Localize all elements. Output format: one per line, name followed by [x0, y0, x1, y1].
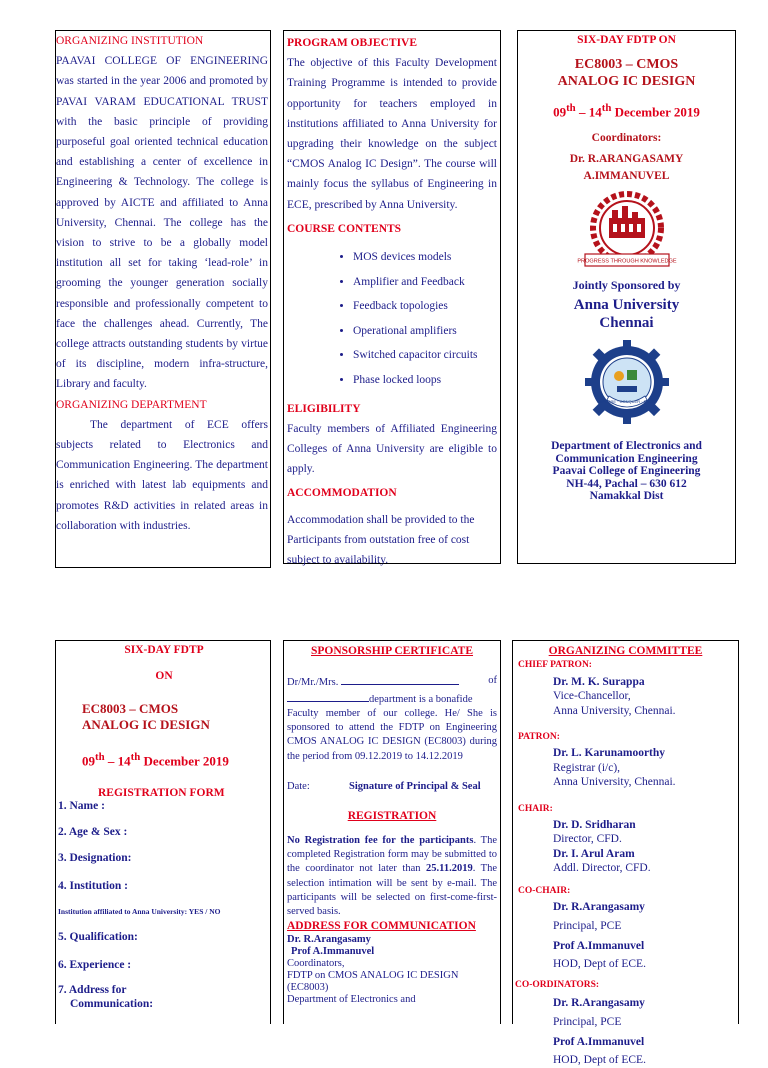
department-address: Department of Electronics and Communication Engineering Paavai College of Engineering NH-44, Pachal – 630 612 Namakkal Dist — [551, 440, 702, 503]
institution-description: PAAVAI COLLEGE OF ENGINEERING was started in the year 2006 and promoted by PAVAI VARAM EDUCATIONAL TRUST with the basic principle of providing purposeful goal oriented technical education and establishing a center of excellence in Engineering & Technology. The college is approved by AICTE and affiliated to Anna University, Chennai. The college has the vision to strive to be a globally model institution all set for taking ‘lead-role’ in grooming the younger generation socially responsible and professionally competent to face the challenges ahead. Currently, The college attracts outstanding students by virtue of its discipline, modern infra-structure, Library and faculty. — [56, 55, 268, 391]
sponsorship-registration-panel — [283, 640, 501, 1024]
organizing-institution-heading: ORGANIZING INSTITUTION — [56, 35, 204, 47]
department-blank[interactable] — [287, 691, 369, 702]
member-designation: Addl. Director, CFD. — [553, 862, 651, 875]
cover-course-title: EC8003 – CMOS ANALOG IC DESIGN — [557, 57, 696, 89]
address-line: FDTP on CMOS ANALOG IC DESIGN — [287, 969, 459, 981]
list-item: • Amplifier and Feedback — [353, 270, 497, 295]
address-field-label[interactable]: 7. Address for — [58, 984, 127, 996]
organizing-committee-panel — [512, 640, 739, 1067]
form-title-line1: SIX-DAY FDTP — [124, 644, 204, 656]
program-objective-text: The objective of this Faculty Development Training Programme is intended to provide opportunity for teachers employed in institutions affiliated to Anna University for upgrading their knowledge on the subject “CMOS Analog IC Design”. The course will mainly focus the syllabus of Engineering in ECE, prescribed by Anna University. — [287, 57, 497, 211]
form-title-line2: ON — [155, 670, 173, 682]
form-date: 09th – 14th December 2019 — [82, 751, 229, 769]
address-field-label-2[interactable]: Communication: — [70, 998, 154, 1010]
address-name: Prof A.Immanuvel — [291, 945, 375, 957]
member-designation: HOD, Dept of ECE. — [553, 958, 646, 971]
address-line: Department of Electronics and — [287, 993, 416, 1005]
faculty-name-blank[interactable] — [341, 674, 459, 685]
program-details-panel — [283, 30, 501, 567]
sponsorship-line1: Dr/Mr./Mrs. of — [287, 675, 497, 689]
address-line: (EC8003) — [287, 981, 329, 993]
list-item: • Phase locked loops — [353, 368, 497, 393]
coordinator-name: Dr. R.ARANGASAMY — [569, 153, 684, 166]
accommodation-text: Accommodation shall be provided to the Participants from outstation free of cost subject to availability. — [287, 513, 475, 567]
signature-line: Date: Signature of Principal & Seal — [287, 781, 481, 793]
role-label: CHIEF PATRON: — [518, 660, 592, 671]
college-gear-logo — [577, 338, 677, 430]
course-contents-list — [287, 245, 497, 393]
role-label: CO-ORDINATORS: — [515, 979, 600, 990]
list-item: • Operational amplifiers — [353, 319, 497, 344]
organizing-institution-panel — [55, 30, 271, 568]
address-heading: ADDRESS FOR COMMUNICATION — [287, 920, 476, 933]
sponsor-line: Jointly Sponsored by — [572, 278, 681, 293]
anna-university-logo — [567, 188, 687, 272]
age-sex-field-label[interactable]: 2. Age & Sex : — [58, 826, 128, 838]
member-designation: Director, CFD. — [553, 833, 622, 846]
cover-title-line1: SIX-DAY FDTP ON — [577, 34, 676, 46]
member-name: Dr. M. K. Surappa — [553, 675, 645, 688]
member-designation: HOD, Dept of ECE. — [553, 1054, 646, 1067]
member-designation: Anna University, Chennai. — [553, 776, 676, 789]
program-objective-heading: PROGRAM OBJECTIVE — [287, 37, 418, 49]
member-designation: Anna University, Chennai. — [553, 704, 676, 717]
accommodation-heading: ACCOMMODATION — [287, 487, 397, 500]
member-name: Prof A.Immanuvel — [553, 1035, 645, 1048]
cover-panel — [517, 30, 736, 564]
role-label: CO-CHAIR: — [518, 885, 571, 896]
member-designation: Registrar (i/c), — [553, 761, 621, 774]
organizing-committee-heading: ORGANIZING COMMITTEE — [548, 645, 703, 657]
sponsor-city: Chennai — [599, 315, 654, 332]
sponsorship-certificate-heading: SPONSORSHIP CERTIFICATE — [310, 645, 474, 657]
member-name: Dr. D. Sridharan — [553, 819, 636, 832]
eligibility-heading: ELIGIBILITY — [287, 402, 361, 415]
registration-heading: REGISTRATION — [347, 810, 437, 823]
list-item: • MOS devices models — [353, 245, 497, 270]
sponsorship-line2: department is a bonafide — [287, 691, 497, 707]
course-contents-heading: COURSE CONTENTS — [287, 222, 402, 235]
registration-form-title: REGISTRATION FORM — [98, 787, 225, 800]
role-label: PATRON: — [518, 732, 560, 743]
member-designation: Principal, PCE — [553, 919, 622, 932]
organizing-department-heading: ORGANIZING DEPARTMENT — [56, 398, 207, 411]
logo-ribbon-text: PROGRESS THROUGH KNOWLEDGE — [576, 258, 677, 265]
form-course-line2: ANALOG IC DESIGN — [82, 717, 210, 732]
experience-field-label[interactable]: 6. Experience : — [58, 959, 132, 971]
address-line: Coordinators, — [287, 957, 345, 969]
member-designation: Vice-Chancellor, — [553, 690, 631, 703]
member-name: Dr. R.Arangasamy — [553, 901, 645, 914]
registration-text: No Registration fee for the participants. The completed Registration form may be submitted to the coordinator not later than 25.11.2019. The selection intimation will be sent by e-mail. The participants will be selected on first-come-first-served basis. — [287, 834, 497, 918]
member-designation: Principal, PCE — [553, 1015, 622, 1028]
name-field-label[interactable]: 1. Name : — [58, 800, 105, 812]
institution-field-label[interactable]: 4. Institution : — [58, 880, 128, 892]
member-name: Dr. R.Arangasamy — [553, 997, 645, 1010]
member-name: Dr. I. Arul Aram — [553, 847, 635, 860]
logo-ribbon-text: EXPLORE · CONQUER · EXCEL — [596, 399, 657, 405]
sponsorship-body: Faculty member of our college. He/ She is sponsored to attend the FDTP on Engineering CMOS ANALOG IC DESIGN (EC8003) during the period from 09.12.2019 to 14.12.2019 — [287, 707, 497, 762]
list-item: • Feedback topologies — [353, 294, 497, 319]
sponsor-name: Anna University — [573, 297, 680, 314]
coordinator-name: A.IMMANUVEL — [583, 170, 670, 183]
role-label: CHAIR: — [518, 803, 553, 814]
form-course-line1: EC8003 – CMOS — [82, 701, 179, 716]
member-name: Dr. L. Karunamoorthy — [553, 747, 666, 760]
qualification-field-label[interactable]: 5. Qualification: — [58, 931, 138, 943]
eligibility-text: Faculty members of Affiliated Engineering Colleges of Anna University are eligible to apply. — [287, 422, 497, 476]
registration-form-panel — [55, 640, 271, 1024]
designation-field-label[interactable]: 3. Designation: — [58, 852, 132, 864]
coordinators-label: Coordinators: — [591, 132, 662, 145]
member-name: Prof A.Immanuvel — [553, 939, 645, 952]
affiliation-field-label[interactable]: Institution affiliated to Anna University: YES / NO — [58, 907, 221, 916]
department-description: The department of ECE offers subjects related to Electronics and Communication Engineering. The department is enriched with latest lab equipments and promotes R&D activities in related areas in collaboration with industries. — [56, 418, 268, 532]
list-item: • Switched capacitor circuits — [353, 343, 497, 368]
cover-date: 09th – 14th December 2019 — [553, 102, 700, 120]
address-name: Dr. R.Arangasamy — [287, 933, 371, 945]
